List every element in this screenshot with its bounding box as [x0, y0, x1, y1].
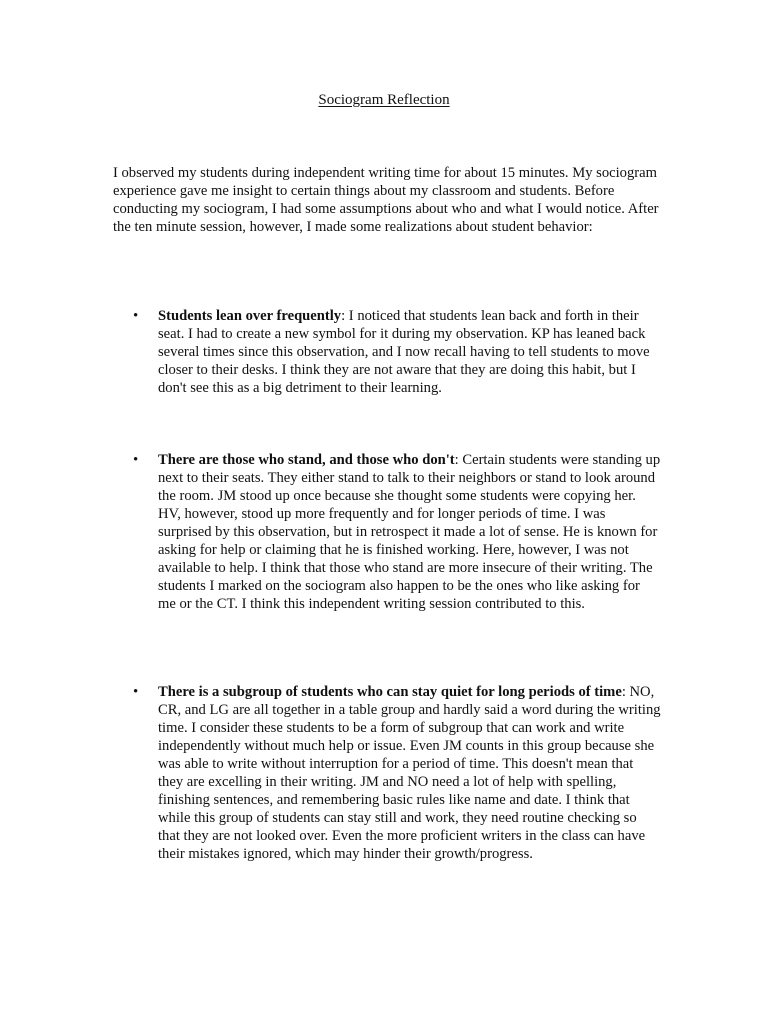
bullet-text [158, 683, 661, 863]
bullet-heading: There is a subgroup of students who can stay quiet for long periods of time [158, 684, 622, 700]
bullet-text [158, 307, 661, 397]
bullet-heading: There are those who stand, and those who don't [158, 452, 455, 468]
bullet-text [158, 451, 661, 613]
bullet-heading: Students lean over frequently [158, 308, 342, 324]
bullet-point-icon: • [133, 452, 139, 468]
bullet-body: : I noticed that students lean back and forth in their seat. I had to create a new symbol for it during my observation. KP has leaned back several times since this observation, and I now recall having to tell students to move closer to their desks. I think they are not aware that they are doing this habit, but I don't see this as a big detriment to their learning. [158, 308, 650, 396]
bullet-body: : NO, CR, and LG are all together in a table group and hardly said a word during the writing time. I consider these students to be a form of subgroup that can work and write independently without much help or issue. Even JM counts in this group because she was able to write without interruption for a period of time. This doesn't mean that they are excelling in their writing. JM and NO need a lot of help with spelling, finishing sentences, and remembering basic rules like name and date. I think that while this group of students can stay still and work, they need routine checking so that they are not looked over. Even the more proficient writers in the class can have their mistakes ignored, which may hinder their growth/progress. [158, 684, 661, 862]
intro-paragraph: I observed my students during independent writing time for about 15 minutes. My sociogram experience gave me insight to certain things about my classroom and students. Before conducting my sociogram, I had some assumptions about who and what I would notice. After the ten minute session, however, I made some realizations about student behavior: [113, 165, 659, 235]
document-title: Sociogram Reflection [318, 92, 450, 108]
bullet-point-icon: • [133, 684, 139, 700]
bullet-point-icon: • [133, 308, 139, 324]
bullet-body: : Certain students were standing up next to their seats. They either stand to talk to their neighbors or stand to look around the room. JM stood up once because she thought some students were copying her. HV, however, stood up more frequently and for longer periods of time. I was surprised by this observation, but in retrospect it made a lot of sense. He is known for asking for help or claiming that he is finished working. Here, however, I was not available to help. I think that those who stand are more insecure of their writing. The students I marked on the sociogram also happen to be the ones who like asking for me or the CT. I think this independent writing session contributed to this. [158, 452, 661, 612]
